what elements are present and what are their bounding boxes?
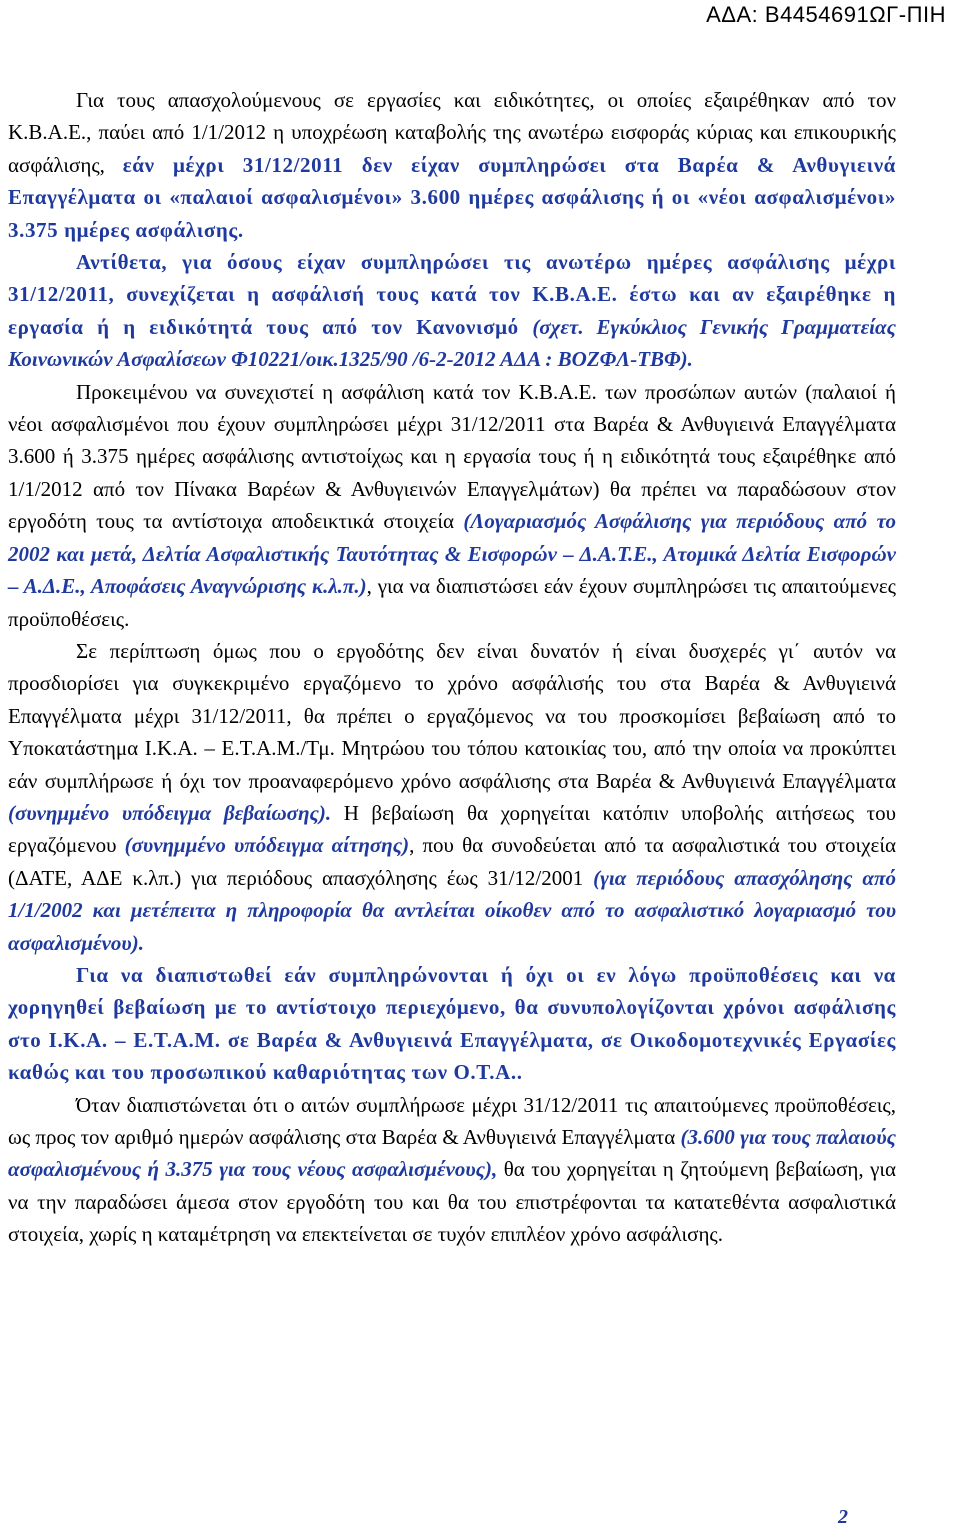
paragraph-3-documents: (Λογαριασμός Ασφάλισης για περιόδους από το 2002 και μετά, Δελτία Ασφαλιστικής Ταυτότητας & Εισφορών – Δ.Α.Τ.Ε., Ατομικά Δελτία Εισφορών – Α.Δ.Ε., Αποφάσεις Αναγνώρισης κ.λ.π.) [8,509,896,599]
paragraph-2 [8,246,896,376]
paragraph-2-emphasis: Αντίθετα, για όσους είχαν συμπληρώσει τις ανωτέρω ημέρες ασφάλισης μέχρι 31/12/2011, συνεχίζεται η ασφάλισή τους κατά τον Κ.Β.Α.Ε. έστω και αν εξαιρέθηκε η εργασία ή η ειδικότητά τους από τον Κανονισμό [8,250,896,339]
paragraph-2-reference: (σχετ. Εγκύκλιος Γενικής Γραμματείας Κοινωνικών Ασφαλίσεων Φ10221/οικ.1325/90 /6-2-2012 ΑΔΑ : ΒΟΖΦΛ-ΤΒΦ). [8,314,896,372]
paragraph-5 [8,959,896,1089]
paragraph-4-text-2: Η βεβαίωση θα χορηγείται κατόπιν υποβολής αιτήσεως του εργαζόμενου [8,800,897,858]
paragraph-6-days-note: (3.600 για τους παλαιούς ασφαλισμένους ή 3.375 για τους νέους ασφαλισμένους), [8,1125,897,1182]
page-number: 2 [838,1506,848,1528]
paragraph-4 [8,635,896,959]
paragraph-3-text: Προκειμένου να συνεχιστεί η ασφάλιση κατά τον Κ.Β.Α.Ε. των προσώπων αυτών (παλαιοί ή νέοι ασφαλισμένοι που έχουν συμπληρώσει μέχρι 31/12/2011 στα Βαρέα & Ανθυγιεινά Επαγγέλματα 3.600 ή 3.375 ημέρες ασφάλισης αντιστοίχως και η εργασία τους ή η ειδικότητά τους εξαιρέθηκε από 1/1/2012 από τον Πίνακα Βαρέων & Ανθυγιεινών Επαγγελμάτων) θα πρέπει να παραδώσουν στον εργοδότη τους τα αντίστοιχα αποδεικτικά στοιχεία [8,379,896,534]
paragraph-3 [8,376,896,635]
paragraph-4-text-3: , που θα συνοδεύεται από τα ασφαλιστικά του στοιχεία (ΔΑΤΕ, ΑΔΕ κ.λπ.) για περιόδους απασχόλησης έως 31/12/2001 [8,833,896,890]
paragraph-1 [8,84,896,246]
paragraph-3-tail: , για να διαπιστώσει εάν έχουν συμπληρώσει τις απαιτούμενες προϋποθέσεις. [8,574,896,631]
paragraph-4-certificate-note: (συνημμένο υπόδειγμα βεβαίωσης). [8,800,332,825]
paragraph-1-text: Για τους απασχολούμενους σε εργασίες και ειδικότητες, οι οποίες εξαιρέθηκαν από τον Κ.Β.Α.Ε., παύει από 1/1/2012 η υποχρέωση καταβολής της ανωτέρω εισφοράς κύριας και επικουρικής ασφάλισης, [8,88,896,177]
ada-code: ΑΔΑ: Β4454691ΩΓ-ΠΙΗ [706,2,946,27]
paragraph-6-text: Όταν διαπιστώνεται ότι ο αιτών συμπλήρωσε μέχρι 31/12/2011 τις απαιτούμενες προϋποθέσεις, ως προς τον αριθμό ημερών ασφάλισης στα Βαρέα & Ανθυγιεινά Επαγγέλματα [8,1092,896,1149]
paragraph-6 [8,1089,896,1251]
paragraph-1-emphasis: εάν μέχρι 31/12/2011 δεν είχαν συμπληρώσει στα Βαρέα & Ανθυγιεινά Επαγγέλματα οι «παλαιοί ασφαλισμένοι» 3.600 ημέρες ασφάλισης ή οι «νέοι ασφαλισμένοι» 3.375 ημέρες ασφάλισης. [8,152,897,242]
paragraph-4-period-note: (για περιόδους απασχόλησης από 1/1/2002 και μετέπειτα η πληροφορία θα αντλείται οίκοθεν από το ασφαλιστικό λογαριασμό του ασφαλισμένου). [8,865,896,955]
paragraph-4-text: Σε περίπτωση όμως που ο εργοδότης δεν είναι δυνατόν ή είναι δυσχερές γι΄ αυτόν να προσδιορίσει για συγκεκριμένο εργαζόμενο το χρόνο ασφάλισής του στα Βαρέα & Ανθυγιεινά Επαγγέλματα μέχρι 31/12/2011, θα πρέπει ο εργαζόμενος να του προσκομίσει βεβαίωση από το Υποκατάστημα Ι.Κ.Α. – Ε.Τ.Α.Μ./Τμ. Μητρώου του τόπου κατοικίας του, από την οποία να προκύπτει εάν συμπλήρωσε ή όχι τον προαναφερόμενο χρόνο ασφάλισης στα Βαρέα & Ανθυγιεινά Επαγγέλματα [8,638,896,793]
paragraph-6-tail: θα του χορηγείται η ζητούμενη βεβαίωση, για να την παραδώσει άμεσα στον εργοδότη του και θα του επιστρέφονται τα κατατεθέντα ασφαλιστικά στοιχεία, χωρίς η καταμέτρηση να επεκτείνεται σε τυχόν επιπλέον χρόνο ασφάλισης. [8,1157,897,1247]
paragraph-4-application-note: (συνημμένο υπόδειγμα αίτησης) [124,833,410,858]
document-body [8,84,896,1251]
paragraph-5-emphasis: Για να διαπιστωθεί εάν συμπληρώνονται ή όχι οι εν λόγω προϋποθέσεις και να χορηγηθεί βεβαίωση με το αντίστοιχο περιεχόμενο, θα συνυπολογίζονται χρόνοι ασφάλισης στο Ι.Κ.Α. – Ε.Τ.Α.Μ. σε Βαρέα & Ανθυγιεινά Επαγγέλματα, σε Οικοδομοτεχνικές Εργασίες καθώς και του προσωπικού καθαριότητας των Ο.Τ.Α.. [8,962,896,1085]
